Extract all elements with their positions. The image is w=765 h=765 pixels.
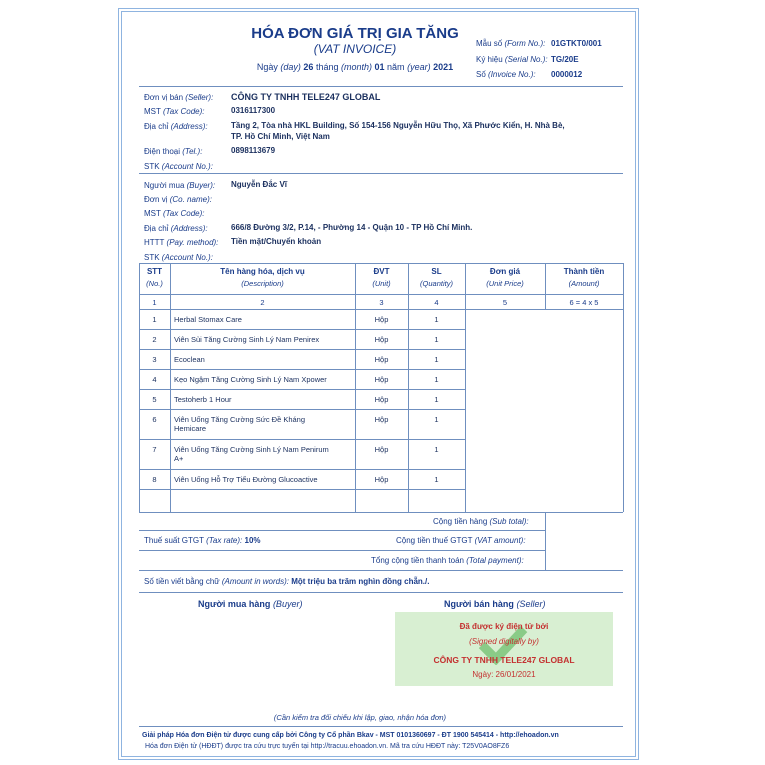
column-index: 5 (502, 298, 508, 307)
seller-address-line2: TP. Hồ Chí Minh, Việt Nam (231, 132, 330, 141)
seller-tel: 0898113679 (231, 146, 276, 155)
buyer-company-label: Đơn vị (Co. name): (144, 195, 212, 204)
buyer-pay-label: HTTT (Pay. method): (144, 238, 219, 247)
column-header: Thành tiền (563, 267, 605, 276)
table-column-line (623, 263, 624, 512)
divider (139, 173, 623, 174)
buyer-address: 666/8 Đường 3/2, P.14, - Phường 14 - Quận 10 - TP Hồ Chí Minh. (231, 223, 473, 232)
footer-note: (Cần kiểm tra đối chiếu khi lập, giao, nhận hóa đơn) (273, 713, 447, 722)
column-index: 1 (152, 298, 157, 307)
column-index: 3 (379, 298, 384, 307)
row-description: Viên Uống Tăng Cường Sinh Lý Nam Penirum (174, 445, 329, 454)
seller-account-label: STK (Account No.): (144, 162, 213, 171)
serial-no-value: TG/20E (551, 55, 579, 64)
buyer-pay-method: Tiền mặt/Chuyển khoản (231, 237, 322, 246)
row-number: 1 (152, 315, 157, 324)
row-quantity: 1 (434, 395, 439, 404)
table-line (139, 570, 623, 571)
form-no-value: 01GTKT0/001 (551, 39, 602, 48)
column-header: Tên hàng hóa, dịch vụ (220, 267, 305, 276)
signed-by-label: Đã được ký điện tử bởi (459, 622, 549, 631)
footer-lookup: Hóa đơn Điện tử (HĐĐT) được tra cứu trực tuyến tại http://tracuu.ehoadon.vn. Mã tra cứu HĐĐT này: T25V0AO8FZ6 (145, 743, 510, 750)
invoice-subtitle: (VAT INVOICE) (313, 42, 397, 56)
invoice-no-label: Số (Invoice No.): (476, 70, 536, 79)
serial-no-label: Ký hiệu (Serial No.): (476, 55, 548, 64)
row-number: 8 (152, 475, 157, 484)
seller-tax-code: 0316117300 (231, 106, 276, 115)
column-header: SL (431, 267, 442, 276)
column-header-en: (Quantity) (420, 279, 453, 288)
column-header-en: (No.) (146, 279, 163, 288)
row-unit: Hộp (374, 315, 389, 324)
table-line (139, 592, 623, 593)
redacted-totals (546, 513, 623, 570)
column-index: 4 (434, 298, 439, 307)
row-description: Viên Uống Tăng Cường Sức Đề Kháng (174, 415, 306, 424)
footer-provider: Giải pháp Hóa đơn Điện tử được cung cấp bởi Công ty Cổ phần Bkav - MST 0101360697 - ĐT 1900 545414 - http://ehoadon.vn (142, 732, 559, 739)
column-header-en: (Unit Price) (486, 279, 524, 288)
signed-by-en: (Signed digitally by) (469, 637, 539, 646)
row-unit: Hộp (374, 395, 389, 404)
row-number: 4 (152, 375, 157, 384)
buyer-addr-label: Địa chỉ (Address): (144, 224, 208, 233)
seller-name: CÔNG TY TNHH TELE247 GLOBAL (231, 92, 381, 102)
column-header-en: (Amount) (568, 279, 600, 288)
row-unit: Hộp (374, 355, 389, 364)
row-unit: Hộp (374, 375, 389, 384)
row-quantity: 1 (434, 475, 439, 484)
row-description: Viên Uống Hỗ Trợ Tiểu Đường Glucoactive (174, 475, 318, 484)
column-header-en: (Description) (241, 279, 284, 288)
invoice-date: Ngày (day) 26 tháng (month) 01 năm (year) 2021 (256, 62, 454, 72)
column-index: 2 (260, 298, 265, 307)
row-quantity: 1 (434, 355, 439, 364)
total-payment-label: Tổng cộng tiền thanh toán (Total payment): (371, 556, 524, 565)
row-number: 3 (152, 355, 157, 364)
row-description: Kẹo Ngậm Tăng Cường Sinh Lý Nam Xpower (174, 375, 327, 384)
seller-signature-label: Người bán hàng (Seller) (444, 599, 546, 609)
row-unit: Hộp (374, 335, 389, 344)
row-number: 7 (152, 445, 157, 454)
vat-amount-label: Cộng tiền thuế GTGT (VAT amount): (396, 536, 526, 545)
table-line (139, 294, 623, 295)
row-unit: Hộp (374, 445, 389, 454)
row-description: Viên Sủi Tăng Cường Sinh Lý Nam Penirex (174, 335, 320, 344)
signer-company: CÔNG TY TNHH TELE247 GLOBAL (433, 655, 575, 665)
row-quantity: 1 (434, 445, 439, 454)
divider (139, 86, 623, 87)
row-description-cont: Hemicare (174, 424, 207, 433)
column-index: 6 = 4 x 5 (569, 298, 599, 307)
row-description: Herbal Stomax Care (174, 315, 242, 324)
row-quantity: 1 (434, 335, 439, 344)
redacted-prices (466, 310, 623, 512)
tax-rate-label: Thuế suất GTGT (Tax rate): 10% (144, 536, 261, 545)
signature-date: Ngày: 26/01/2021 (472, 670, 536, 679)
row-description-cont: A+ (174, 454, 184, 463)
table-line (139, 263, 623, 264)
row-quantity: 1 (434, 375, 439, 384)
row-description: Testoherb 1 Hour (174, 395, 232, 404)
invoice-no-value: 0000012 (551, 70, 583, 79)
row-description: Ecoclean (174, 355, 205, 364)
buyer-name-label: Người mua (Buyer): (144, 181, 216, 190)
buyer-account-label: STK (Account No.): (144, 253, 213, 262)
seller-tel-label: Điện thoại (Tel.): (144, 147, 203, 156)
seller-tax-label: MST (Tax Code): (144, 107, 205, 116)
buyer-name: Nguyễn Đắc Vĩ (231, 180, 288, 189)
row-number: 2 (152, 335, 157, 344)
subtotal-label: Cộng tiền hàng (Sub total): (433, 517, 529, 526)
invoice-title: HÓA ĐƠN GIÁ TRỊ GIA TĂNG (251, 25, 459, 42)
seller-name-label: Đơn vị bán (Seller): (144, 93, 214, 102)
buyer-signature-label: Người mua hàng (Buyer) (198, 599, 303, 609)
form-no-label: Mẫu số (Form No.): (476, 39, 546, 48)
row-unit: Hộp (374, 415, 389, 424)
column-header: ĐVT (373, 267, 390, 276)
column-header: Đơn giá (489, 267, 521, 276)
seller-address-line1: Tầng 2, Tòa nhà HKL Building, Số 154-156 Nguyễn Hữu Thọ, Xã Phước Kiển, H. Nhà Bè, (231, 121, 565, 130)
divider (139, 726, 623, 727)
column-header-en: (Unit) (372, 279, 391, 288)
row-unit: Hộp (374, 475, 389, 484)
amount-in-words: Số tiền viết bằng chữ (Amount in words): Một triệu ba trăm nghìn đồng chẵn./. (144, 577, 430, 586)
column-header: STT (146, 267, 163, 276)
row-number: 6 (152, 415, 157, 424)
row-quantity: 1 (434, 315, 439, 324)
buyer-tax-label: MST (Tax Code): (144, 209, 205, 218)
seller-addr-label: Địa chỉ (Address): (144, 122, 208, 131)
row-number: 5 (152, 395, 157, 404)
row-quantity: 1 (434, 415, 439, 424)
